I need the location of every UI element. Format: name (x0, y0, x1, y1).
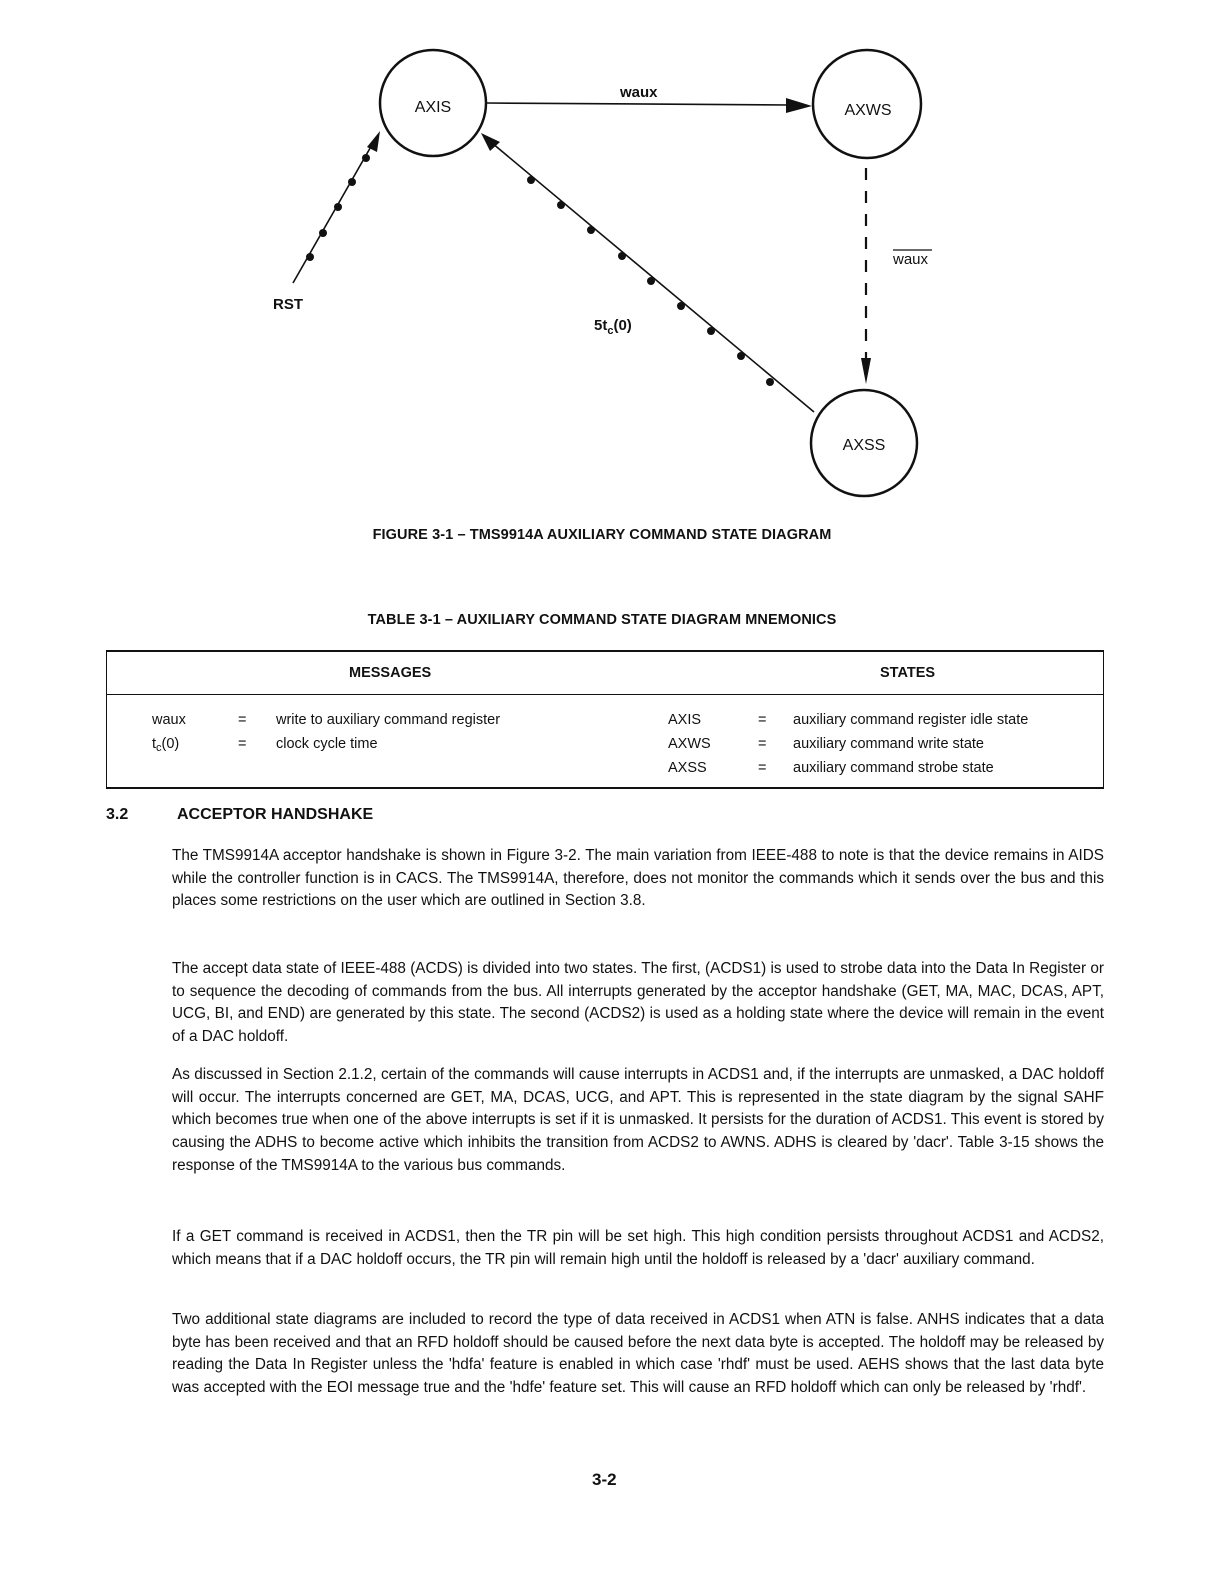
header-divider (107, 694, 1103, 695)
paragraph: As discussed in Section 2.1.2, certain of the commands will cause interrupts in ACDS1 and, if the interrupts are unmasked, a DAC holdoff will occur. The interrupts concerned are GET, MA, DCAS, UCG, and APT. This is represented in the state diagram by the signal SAHF which becomes true when one of the above interrupts is set if it is unmasked. It persists for the duration of ACDS1. This event is stored by causing the ADHS to become active which inhibits the transition from ACDS2 to AWNS. ADHS is cleared by 'dacr'. Table 3-15 shows the response of the TMS9914A to the various bus commands. (172, 1066, 1104, 1174)
paragraph: If a GET command is received in ACDS1, then the TR pin will be set high. This high condition persists throughout ACDS1 and ACDS2, which means that if a DAC holdoff occurs, the TR pin will remain high until the holdoff is released by a 'dacr' auxiliary command. (172, 1228, 1104, 1268)
section-title: ACCEPTOR HANDSHAKE (177, 806, 374, 823)
paragraph: Two additional state diagrams are included to record the type of data received in ACDS1 when ATN is false. ANHS indicates that a data byte has been received and that an RFD holdoff should be caused before the next data byte is accepted. The holdoff may be released by reading the Data In Register unless the 'hdfa' feature is enabled in which case 'rhdf' must be used. AEHS shows that the last data byte was accepted with the EOI message true and the 'hdfe' feature set. This will cause an RFD holdoff which can only be released by 'rhdf'. (172, 1311, 1104, 1397)
timing-dots-axss-axis (527, 176, 774, 386)
state-axss-label: AXSS (842, 437, 886, 454)
paragraph: The TMS9914A acceptor handshake is shown in Figure 3-2. The main variation from IEEE-488 to note is that the device remains in AIDS while the controller function is in CACS. The TMS9914A, therefore, does not monitor the commands which it sends over the bus and this places some restrictions on the user which are outlined in Section 3.8. (172, 847, 1104, 910)
state-desc: auxiliary command register idle state (793, 712, 1029, 728)
message-mnemonic-tc0: $t_c(0)$ (152, 736, 180, 754)
label-waux-bar: waux (893, 251, 929, 268)
transition-axws-axss (861, 168, 871, 384)
state-eq: = (758, 736, 767, 752)
state-mnemonic: AXIS (668, 712, 702, 728)
state-diagram (0, 0, 1224, 520)
message-eq: = (238, 712, 247, 728)
header-messages: MESSAGES (349, 665, 432, 681)
paragraph: The accept data state of IEEE-488 (ACDS) is divided into two states. The first, (ACDS1) is used to strobe data into the Data In Register or to sequence the decoding of commands from the bus. All interrupts generated by the acceptor handshake (GET, MA, MAC, DCAS, APT, UCG, BI, and END) are generated by this state. The second (ACDS2) is used as a holding state where the device will remain in the event of a DAC holdoff. (172, 960, 1104, 1046)
state-desc: auxiliary command write state (793, 736, 984, 752)
state-axws (813, 50, 921, 158)
label-waux: waux (620, 84, 658, 101)
page-number: 3-2 (592, 1470, 617, 1489)
state-mnemonic: AXSS (668, 760, 707, 776)
message-desc: clock cycle time (276, 736, 378, 752)
state-axis-label: AXIS (414, 99, 452, 116)
label-rst: RST (273, 296, 303, 313)
table-title: TABLE 3-1 – AUXILIARY COMMAND STATE DIAGRAM MNEMONICS (367, 612, 837, 628)
message-desc: write to auxiliary command register (276, 712, 501, 728)
label-5tc0: $5t_c(0)$ (594, 317, 632, 337)
mnemonics-table (106, 650, 1104, 789)
state-desc: auxiliary command strobe state (793, 760, 994, 776)
state-axws-label: AXWS (844, 102, 892, 119)
header-states: STATES (880, 665, 936, 681)
state-eq: = (758, 760, 767, 776)
state-axss (811, 390, 917, 496)
state-axis (380, 50, 486, 156)
state-eq: = (758, 712, 767, 728)
message-mnemonic-waux: waux (152, 712, 186, 728)
section-number: 3.2 (106, 806, 129, 823)
state-mnemonic: AXWS (668, 736, 711, 752)
figure-caption: FIGURE 3-1 – TMS9914A AUXILIARY COMMAND STATE DIAGRAM (372, 527, 832, 543)
message-eq: = (238, 736, 247, 752)
transition-axss-axis (481, 133, 814, 412)
